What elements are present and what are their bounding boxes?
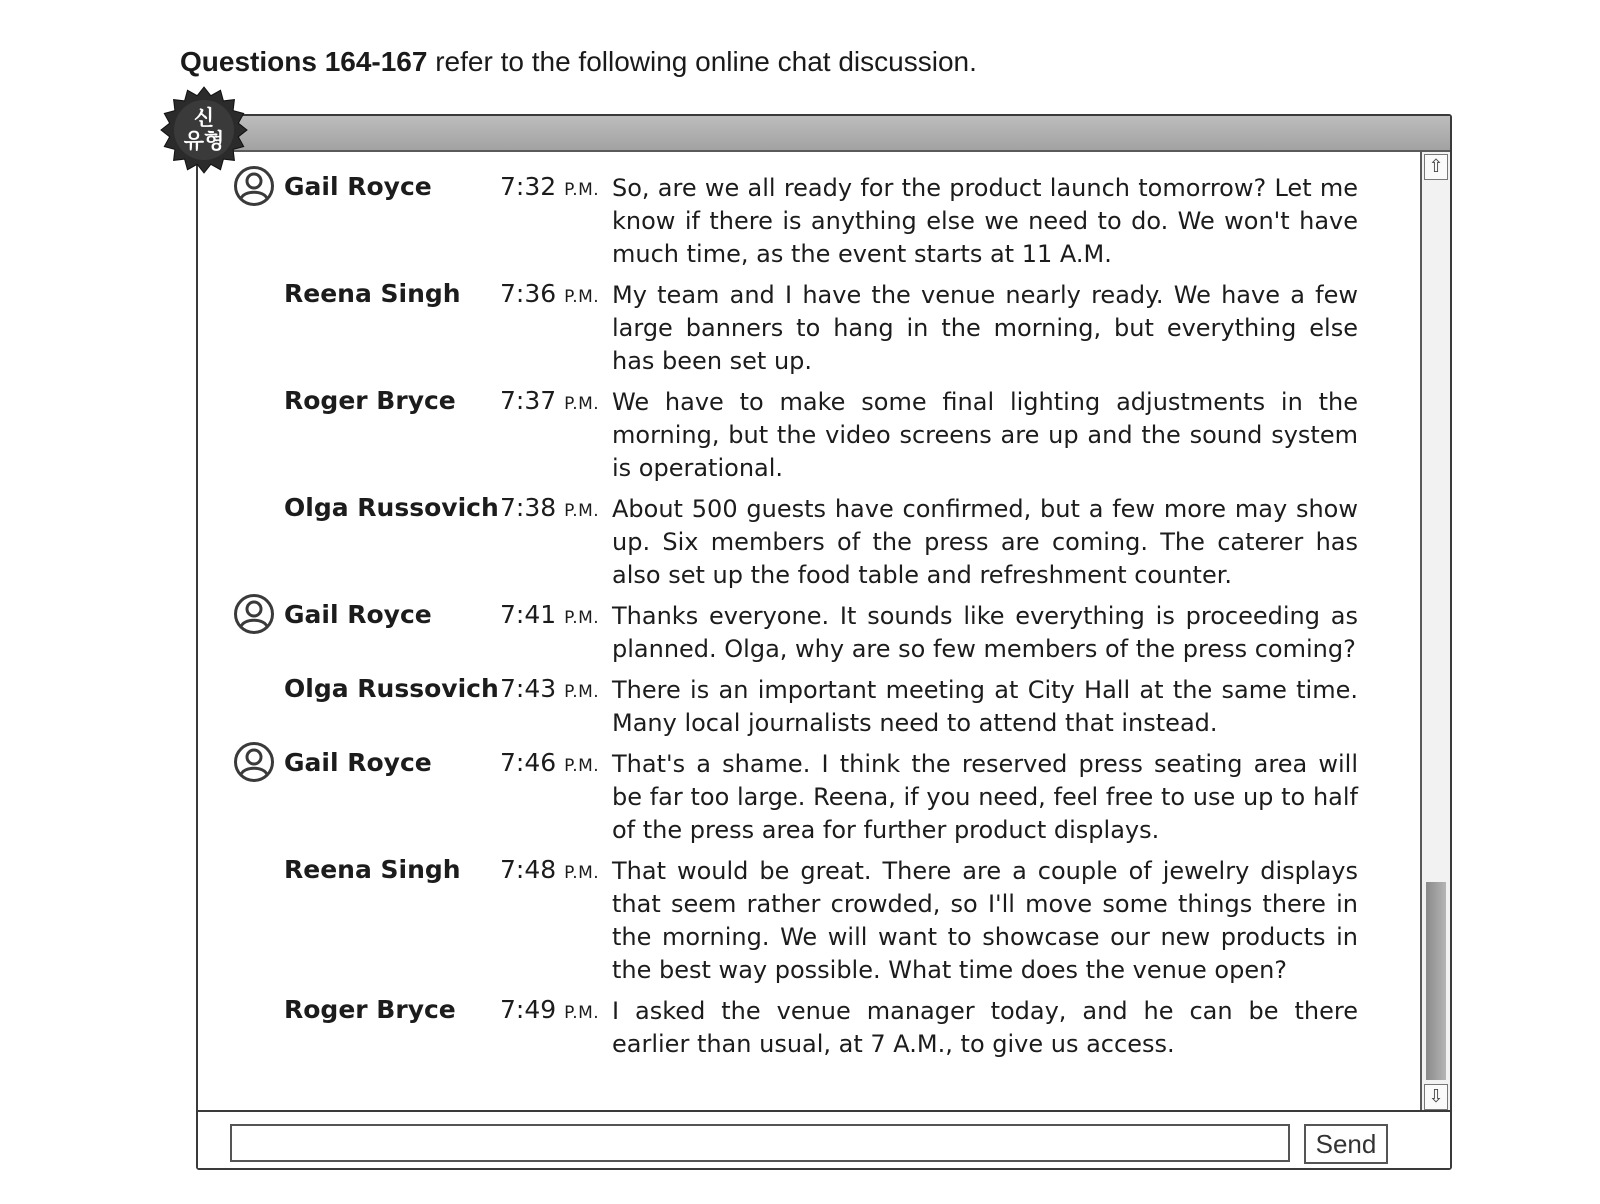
new-type-badge bbox=[160, 86, 248, 174]
sender-name: Roger Bryce bbox=[284, 995, 456, 1024]
timestamp: 7:43 P.M. bbox=[500, 674, 600, 703]
chat-window bbox=[196, 114, 1452, 1170]
message-list bbox=[198, 152, 1420, 1112]
sender-name: Roger Bryce bbox=[284, 386, 456, 415]
sender-name: Reena Singh bbox=[284, 855, 461, 884]
message-text: I asked the venue manager today, and he can be there earlier than usual, at 7 A.M., to give us access. bbox=[612, 997, 1358, 1058]
sender-name: Olga Russovich bbox=[284, 493, 499, 522]
avatar-icon bbox=[234, 594, 274, 634]
message-text: That would be great. There are a couple of jewelry displays that seem rather crowded, so I'll move some things there in the morning. We will want to showcase our new products in the best way possible. What time does the venue open? bbox=[612, 857, 1358, 984]
message-text: That's a shame. I think the reserved press seating area will be far too large. Reena, if you need, feel free to use up to half of the press area for further product displays. bbox=[612, 750, 1358, 844]
timestamp: 7:49 P.M. bbox=[500, 995, 600, 1024]
sender-name: Olga Russovich bbox=[284, 674, 499, 703]
question-range: Questions 164-167 bbox=[180, 46, 428, 77]
timestamp: 7:37 P.M. bbox=[500, 386, 600, 415]
arrow-down-icon[interactable]: ⇩ bbox=[1424, 1084, 1448, 1110]
sender-name: Gail Royce bbox=[284, 748, 432, 777]
timestamp: 7:41 P.M. bbox=[500, 600, 600, 629]
timestamp: 7:32 P.M. bbox=[500, 172, 600, 201]
message-text: So, are we all ready for the product launch tomorrow? Let me know if there is anything else we need to do. We won't have much time, as the event starts at 11 A.M. bbox=[612, 174, 1358, 268]
timestamp: 7:38 P.M. bbox=[500, 493, 600, 522]
avatar-icon bbox=[234, 742, 274, 782]
title-bar bbox=[198, 116, 1450, 152]
message-text: My team and I have the venue nearly ready. We have a few large banners to hang in the morning, but everything else has been set up. bbox=[612, 281, 1358, 375]
timestamp: 7:48 P.M. bbox=[500, 855, 600, 884]
sender-name: Gail Royce bbox=[284, 172, 432, 201]
compose-bar bbox=[198, 1110, 1450, 1168]
question-heading bbox=[180, 46, 977, 78]
question-instruction: refer to the following online chat discussion. bbox=[427, 46, 977, 77]
scroll-thumb[interactable] bbox=[1426, 882, 1446, 1080]
message-text: We have to make some final lighting adjustments in the morning, but the video screens are up and the sound system is operational. bbox=[612, 388, 1358, 482]
timestamp: 7:36 P.M. bbox=[500, 279, 600, 308]
send-button[interactable]: Send bbox=[1304, 1124, 1388, 1164]
message-input[interactable] bbox=[230, 1124, 1290, 1162]
sender-name: Reena Singh bbox=[284, 279, 461, 308]
message-text: There is an important meeting at City Hall at the same time. Many local journalists need to attend that instead. bbox=[612, 676, 1358, 737]
timestamp: 7:46 P.M. bbox=[500, 748, 600, 777]
vertical-scrollbar[interactable] bbox=[1420, 152, 1450, 1112]
sender-name: Gail Royce bbox=[284, 600, 432, 629]
message-text: About 500 guests have confirmed, but a few more may show up. Six members of the press are coming. The caterer has also set up the food table and refreshment counter. bbox=[612, 495, 1358, 589]
arrow-up-icon[interactable]: ⇧ bbox=[1424, 154, 1448, 180]
badge-line-1: 신 bbox=[193, 106, 215, 130]
message-text: Thanks everyone. It sounds like everything is proceeding as planned. Olga, why are so few members of the press coming? bbox=[612, 602, 1358, 663]
badge-line-2: 유형 bbox=[183, 129, 225, 153]
